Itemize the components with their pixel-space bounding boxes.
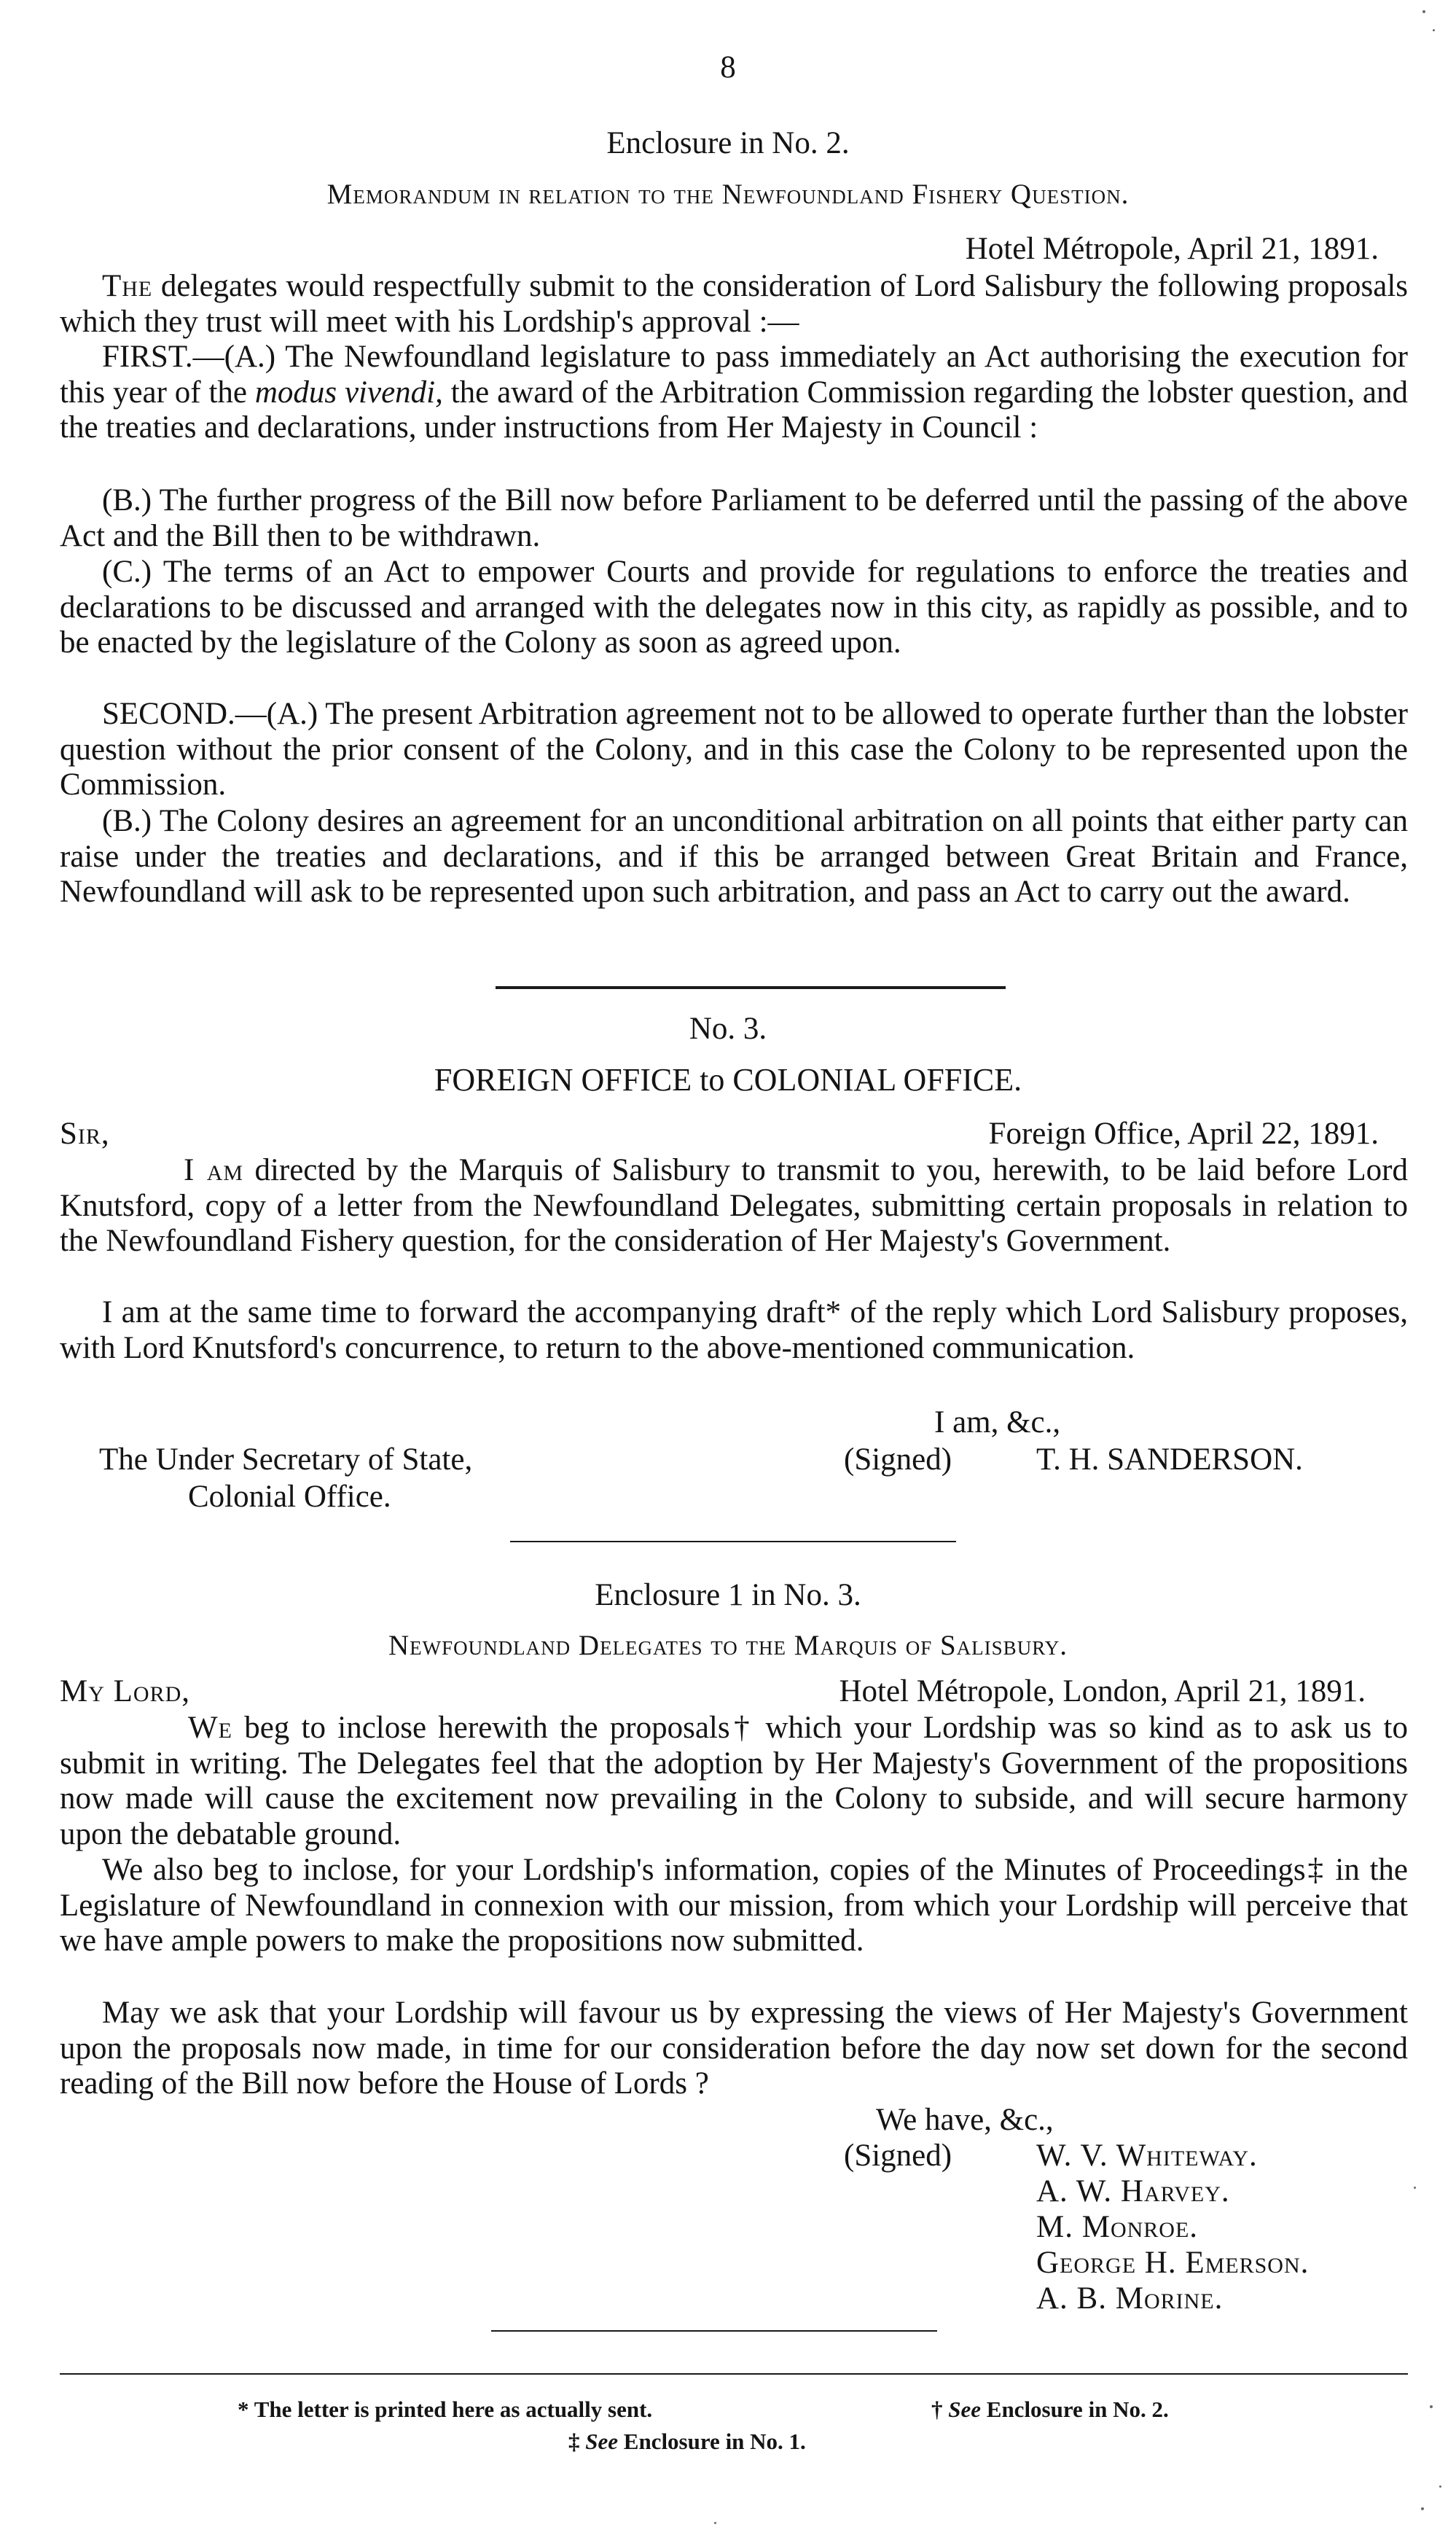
signatory: A. B. Morine. — [1036, 2281, 1224, 2316]
scan-speck — [1421, 2507, 1424, 2510]
signed-label: (Signed) — [844, 2138, 952, 2173]
proposal-second-a: SECOND.—(A.) The present Arbitration agreement not to be allowed to operate further than the lobster question without the prior consent of the Colony, and in this case the Colony to be represented upon the Commission. — [60, 697, 1408, 802]
footnote-rule — [60, 2373, 1408, 2375]
footnote-double-dagger — [568, 2429, 806, 2455]
document-number: No. 3. — [689, 1012, 767, 1046]
footnote-see: See — [585, 2429, 619, 2454]
footnote-text: Enclosure in No. 2. — [986, 2397, 1169, 2422]
para1-text: beg to inclose herewith the proposals† which your Lordship was so kind as to ask us to submit in writing. The Delegates feel that the adoption by Her Majesty's Government of the propositions now made will cause the excitement now prevailing in the Colony to subside, and will secure harmony upon the debatable ground. — [60, 1711, 1409, 1851]
footnote-dagger — [931, 2397, 1169, 2423]
scan-speck — [1439, 2485, 1441, 2488]
scan-speck — [1430, 2405, 1433, 2408]
footnote-star — [238, 2397, 652, 2423]
footnote-text: The letter is printed here as actually sent. — [254, 2397, 653, 2422]
letter-dateline: Foreign Office, April 22, 1891. — [988, 1117, 1379, 1151]
footnote-marker: ‡ — [568, 2429, 580, 2454]
section-divider — [496, 986, 1006, 989]
letter-paragraph-2: I am at the same time to forward the accompanying draft* of the reply which Lord Salisbury proposes, with Lord Knutsford's concurrence, to return to the above-mentioned communication. — [60, 1295, 1408, 1365]
signatory: George H. Emerson. — [1036, 2246, 1310, 2280]
memorandum-dateline: Hotel Métropole, April 21, 1891. — [965, 232, 1379, 266]
scan-speck — [714, 2522, 716, 2524]
proposal-first-a — [60, 340, 1408, 446]
intro-text: delegates would respectfully submit to the consideration of Lord Salisbury the following proposals which they trust will meet with his Lordship's approval :— — [60, 269, 1409, 339]
letter-closing: I am, &c., — [934, 1405, 1061, 1440]
para1-first-word: We — [188, 1711, 232, 1745]
first-a-text: FIRST.—(A.) The Newfoundland legislature to pass immediately an Act authorising the execution for this year of the — [60, 340, 1408, 410]
scan-speck — [1433, 29, 1435, 31]
proposal-first-c: (C.) The terms of an Act to empower Courts and provide for regulations to enforce the treaties and declarations to be discussed and arranged with the delegates now in this city, as rapidly as possible, and to be enacted by the legislature of the Colony as soon as agreed upon. — [60, 555, 1408, 660]
section-divider — [510, 1541, 956, 1542]
letter-paragraph-1 — [60, 1153, 1408, 1259]
memorandum-intro — [60, 269, 1408, 340]
enclosure-heading: Enclosure in No. 2. — [606, 126, 850, 160]
footnote-see: See — [948, 2397, 982, 2422]
addressee-line-1: The Under Secretary of State, — [99, 1442, 473, 1477]
enclosure-title: Newfoundland Delegates to the Marquis of Salisbury. — [388, 1630, 1068, 1661]
scan-speck — [1414, 2187, 1416, 2189]
addressee-line-2: Colonial Office. — [188, 1480, 391, 1514]
first-a-suffix: the award of the Arbitration Commission regarding the lobster question, and the treaties and declarations, under instructions from Her Majesty in Council : — [60, 375, 1408, 445]
salutation: Sir, — [60, 1117, 110, 1151]
enclosure-closing: We have, &c., — [876, 2103, 1054, 2137]
letter-title: FOREIGN OFFICE to COLONIAL OFFICE. — [434, 1062, 1022, 1098]
enclosure-paragraph-1 — [60, 1711, 1408, 1852]
intro-first-word: The — [102, 269, 153, 303]
section-divider — [491, 2330, 937, 2332]
para1-text: directed by the Marquis of Salisbury to transmit to you, herewith, to be laid before Lord Knutsford, copy of a letter from the Newfoundland Delegates, submitting certain proposals in relation to the Newfoundland Fishery question, for the consideration of Her Majesty's Government. — [60, 1153, 1408, 1259]
signatory: M. Monroe. — [1036, 2210, 1199, 2244]
signatory: A. W. Harvey. — [1036, 2174, 1230, 2208]
proposal-first-b: (B.) The further progress of the Bill now before Parliament to be deferred until the passing of the above Act and the Bill then to be withdrawn. — [60, 483, 1408, 553]
first-a-italic: modus vivendi, — [254, 375, 443, 410]
enclosure-heading: Enclosure 1 in No. 3. — [595, 1578, 861, 1612]
enclosure-paragraph-3: May we ask that your Lordship will favour us by expressing the views of Her Majesty's Government upon the proposals now made, in time for our consideration before the day now set down for the second reading of the Bill now before the House of Lords ? — [60, 1996, 1408, 2101]
para1-first-words: I am — [184, 1153, 244, 1187]
proposal-second-b: (B.) The Colony desires an agreement for an unconditional arbitration on all points that either party can raise under the treaties and declarations, and if this be arranged between Great Britain and France, Newfoundland will ask to be represented upon such arbitration, and pass an Act to carry out the award. — [60, 804, 1408, 910]
footnote-text: Enclosure in No. 1. — [623, 2429, 806, 2454]
page-number: 8 — [720, 50, 736, 85]
footnote-marker: * — [238, 2397, 249, 2422]
signed-label: (Signed) — [844, 1442, 952, 1477]
scan-speck — [1422, 10, 1425, 13]
enclosure-paragraph-2: We also beg to inclose, for your Lordship's information, copies of the Minutes of Proceedings‡ in the Legislature of Newfoundland in connexion with our mission, from which your Lordship will perceive that we have ample powers to make the propositions now submitted. — [60, 1853, 1408, 1958]
memorandum-title: Memorandum in relation to the Newfoundland Fishery Question. — [326, 179, 1130, 210]
footnote-marker: † — [931, 2397, 943, 2422]
signatory: W. V. Whiteway. — [1036, 2138, 1258, 2173]
signatory: T. H. SANDERSON. — [1036, 1442, 1303, 1477]
salutation: My Lord, — [60, 1674, 191, 1708]
enclosure-dateline: Hotel Métropole, London, April 21, 1891. — [839, 1674, 1366, 1708]
